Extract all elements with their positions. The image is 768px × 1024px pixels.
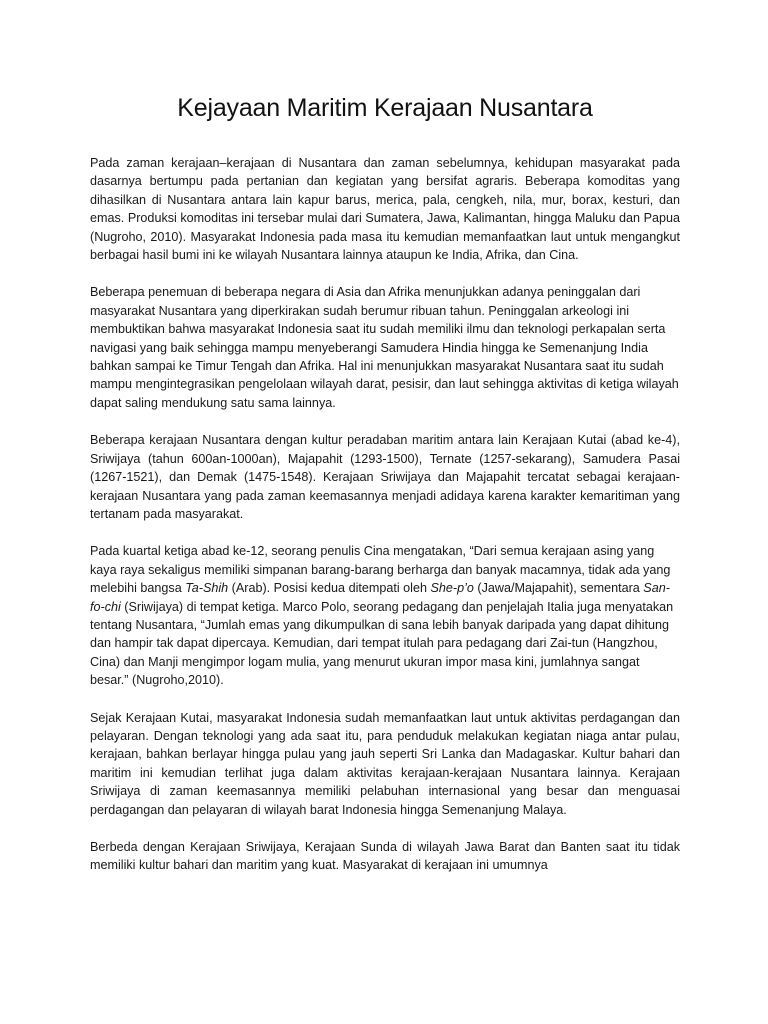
- paragraph-4-text-3: (Jawa/Majapahit), sementara: [473, 581, 644, 596]
- paragraph-3: Beberapa kerajaan Nusantara dengan kultur peradaban maritim antara lain Kerajaan Kutai (abad ke-4), Sriwijaya (tahun 600an-1000an), Majapahit (1293-1500), Ternate (1257-sekarang), Samudera Pasai (1267-1521), dan Demak (1475-1548). Kerajaan Sriwijaya dan Majapahit tercatat sebagai kerajaan-kerajaan Nusantara yang pada zaman keemasannya menjadi adidaya karena karakter kemaritiman yang tertanam pada masyarakat.: [90, 433, 680, 521]
- paragraph-2: Beberapa penemuan di beberapa negara di Asia dan Afrika menunjukkan adanya peninggalan dari masyarakat Nusantara yang diperkirakan sudah berumur ribuan tahun. Peninggalan arkeologi ini membuktikan bahwa masyarakat Indonesia saat itu sudah memiliki ilmu dan teknologi perkapalan serta navigasi yang baik sehingga mampu menyeberangi Samudera Hindia hingga ke Semenanjung India bahkan sampai ke Timur Tengah dan Afrika. Hal ini menunjukkan masyarakat Nusantara saat itu sudah mampu mengintegrasikan pengelolaan wilayah darat, pesisir, dan laut sehingga aktivitas di ketiga wilayah dapat saling mendukung satu sama lainnya.: [90, 285, 679, 410]
- paragraph-4-text-2: (Arab). Posisi kedua ditempati oleh: [228, 581, 431, 596]
- paragraph-4-text-4: (Sriwijaya) di tempat ketiga. Marco Polo, seorang pedagang dan penjelajah Italia juga menyatakan tentang Nusantara, “Jumlah emas yang dikumpulkan di sana lebih banyak daripada yang dapat dihitung dan hampir tak dapat dipercaya. Kemudian, dari tempat itulah para pedagang dari Zai-tun (Hangzhou, Cina) dan Manji mengimpor logam mulia, yang menurut ukuran impor masa kini, jumlahnya sangat besar.” (Nugroho,2010).: [90, 599, 674, 688]
- paragraph-1: Pada zaman kerajaan–kerajaan di Nusantara dan zaman sebelumnya, kehidupan masyarakat pada dasarnya bertumpu pada pertanian dan kegiatan yang bersifat agraris. Beberapa komoditas yang dihasilkan di Nusantara antara lain kapur barus, merica, pala, cengkeh, nila, mur, borax, kesturi, dan emas. Produksi komoditas ini tersebar mulai dari Sumatera, Jawa, Kalimantan, hingga Maluku dan Papua (Nugroho, 2010). Masyarakat Indonesia pada masa itu kemudian memanfaatkan laut untuk mengangkut berbagai hasil bumi ini ke wilayah Nusantara lainnya ataupun ke India, Afrika, dan Cina.: [90, 156, 680, 263]
- paragraph-4: [90, 542, 680, 689]
- document-title: Kejayaan Maritim Kerajaan Nusantara: [177, 94, 593, 122]
- term-san-fo-chi: San-fo-chi: [90, 581, 670, 614]
- paragraph-4-text-1: Pada kuartal ketiga abad ke-12, seorang penulis Cina mengatakan, “Dari semua kerajaan asing yang kaya raya sekaligus memiliki simpanan barang-barang berharga dan banyak macamnya, tidak ada yang melebihi bangsa: [90, 544, 671, 596]
- paragraph-6: Berbeda dengan Kerajaan Sriwijaya, Kerajaan Sunda di wilayah Jawa Barat dan Banten saat itu tidak memiliki kultur bahari dan maritim yang kuat. Masyarakat di kerajaan ini umumnya: [90, 840, 680, 873]
- term-ta-shih: Ta-Shih: [185, 581, 229, 596]
- term-she-po: She-p’o: [430, 581, 474, 596]
- paragraph-5: Sejak Kerajaan Kutai, masyarakat Indonesia sudah memanfaatkan laut untuk aktivitas perdagangan dan pelayaran. Dengan teknologi yang ada saat itu, para penduduk melakukan kegiatan niaga antar pulau, kerajaan, bahkan berlayar hingga pulau yang jauh seperti Sri Lanka dan Madagaskar. Kultur bahari dan maritim ini kemudian terlihat juga dalam aktivitas kerajaan-kerajaan Nusantara lainnya. Kerajaan Sriwijaya di zaman keemasannya memiliki pelabuhan internasional yang besar dan menguasai perdagangan dan pelayaran di wilayah barat Indonesia hingga Semenanjung Malaya.: [90, 710, 680, 817]
